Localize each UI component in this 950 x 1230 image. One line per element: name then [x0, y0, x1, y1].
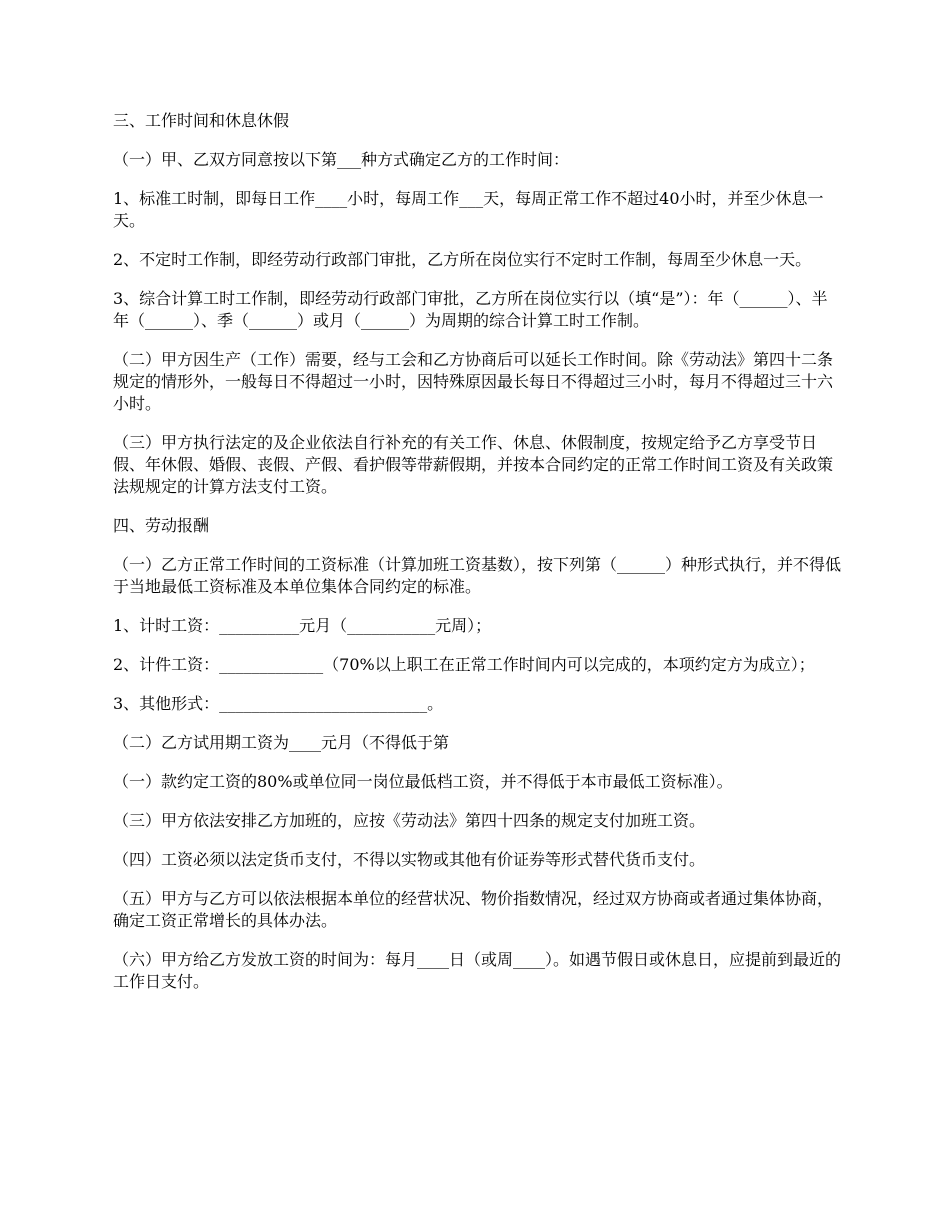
section-4-paragraph-4: 3、其他形式：__________________________。: [113, 694, 444, 713]
section-3-paragraph-5: （二）甲方因生产（工作）需要，经与工会和乙方协商后可以延长工作时间。除《劳动法》第四十二条规定的情形外，一般每日不得超过一小时，因特殊原因最长每日不得超过三小时，每月不得超过三十六小时。: [113, 350, 834, 413]
section-4-paragraph-8: （四）工资必须以法定货币支付，不得以实物或其他有价证券等形式替代货币支付。: [113, 850, 706, 869]
section-4-paragraph-3: 2、计件工资：_____________（70%以上职工在正常工作时间内可以完成的，本项约定方为成立）；: [113, 655, 815, 674]
section-4-heading: 四、劳动报酬: [113, 516, 210, 535]
document-page: [113, 110, 843, 1010]
section-4-paragraph-5: （二）乙方试用期工资为____元月（不得低于第: [113, 733, 450, 752]
section-4-paragraph-7: （三）甲方依法安排乙方加班的，应按《劳动法》第四十四条的规定支付加班工资。: [113, 811, 706, 830]
section-3-paragraph-4: 3、综合计算工时工作制，即经劳动行政部门审批，乙方所在岗位实行以（填“是”）：年（______）、半年（______）、季（______）或月（______）为周期的综合计算工时工作制。: [113, 289, 828, 330]
section-4-paragraph-6: （一）款约定工资的80%或单位同一岗位最低档工资，并不得低于本市最低工资标准）。: [113, 772, 733, 791]
section-3-heading: 三、工作时间和休息休假: [113, 111, 290, 130]
section-4-paragraph-9: （五）甲方与乙方可以依法根据本单位的经营状况、物价指数情况，经过双方协商或者通过集体协商，确定工资正常增长的具体办法。: [113, 889, 834, 930]
section-3-paragraph-2: 1、标准工时制，即每日工作____小时，每周工作___天，每周正常工作不超过40小时，并至少休息一天。: [113, 189, 824, 230]
section-3-paragraph-3: 2、不定时工作制，即经劳动行政部门审批，乙方所在岗位实行不定时工作制，每周至少休息一天。: [113, 250, 812, 269]
section-4-paragraph-10: （六）甲方给乙方发放工资的时间为：每月____日（或周____）。如遇节假日或休息日，应提前到最近的工作日支付。: [113, 950, 842, 991]
section-4-paragraph-2: 1、计时工资：__________元月（___________元周）；: [113, 616, 492, 635]
section-4-paragraph-1: （一）乙方正常工作时间的工资标准（计算加班工资基数），按下列第（______）种形式执行，并不得低于当地最低工资标准及本单位集体合同约定的标准。: [113, 555, 842, 596]
section-3-paragraph-6: （三）甲方执行法定的及企业依法自行补充的有关工作、休息、休假制度，按规定给予乙方享受节日假、年休假、婚假、丧假、产假、看护假等带薪假期，并按本合同约定的正常工作时间工资及有关政策法规规定的计算方法支付工资。: [113, 433, 834, 496]
section-3-paragraph-1: （一）甲、乙双方同意按以下第___种方式确定乙方的工作时间：: [113, 150, 570, 169]
